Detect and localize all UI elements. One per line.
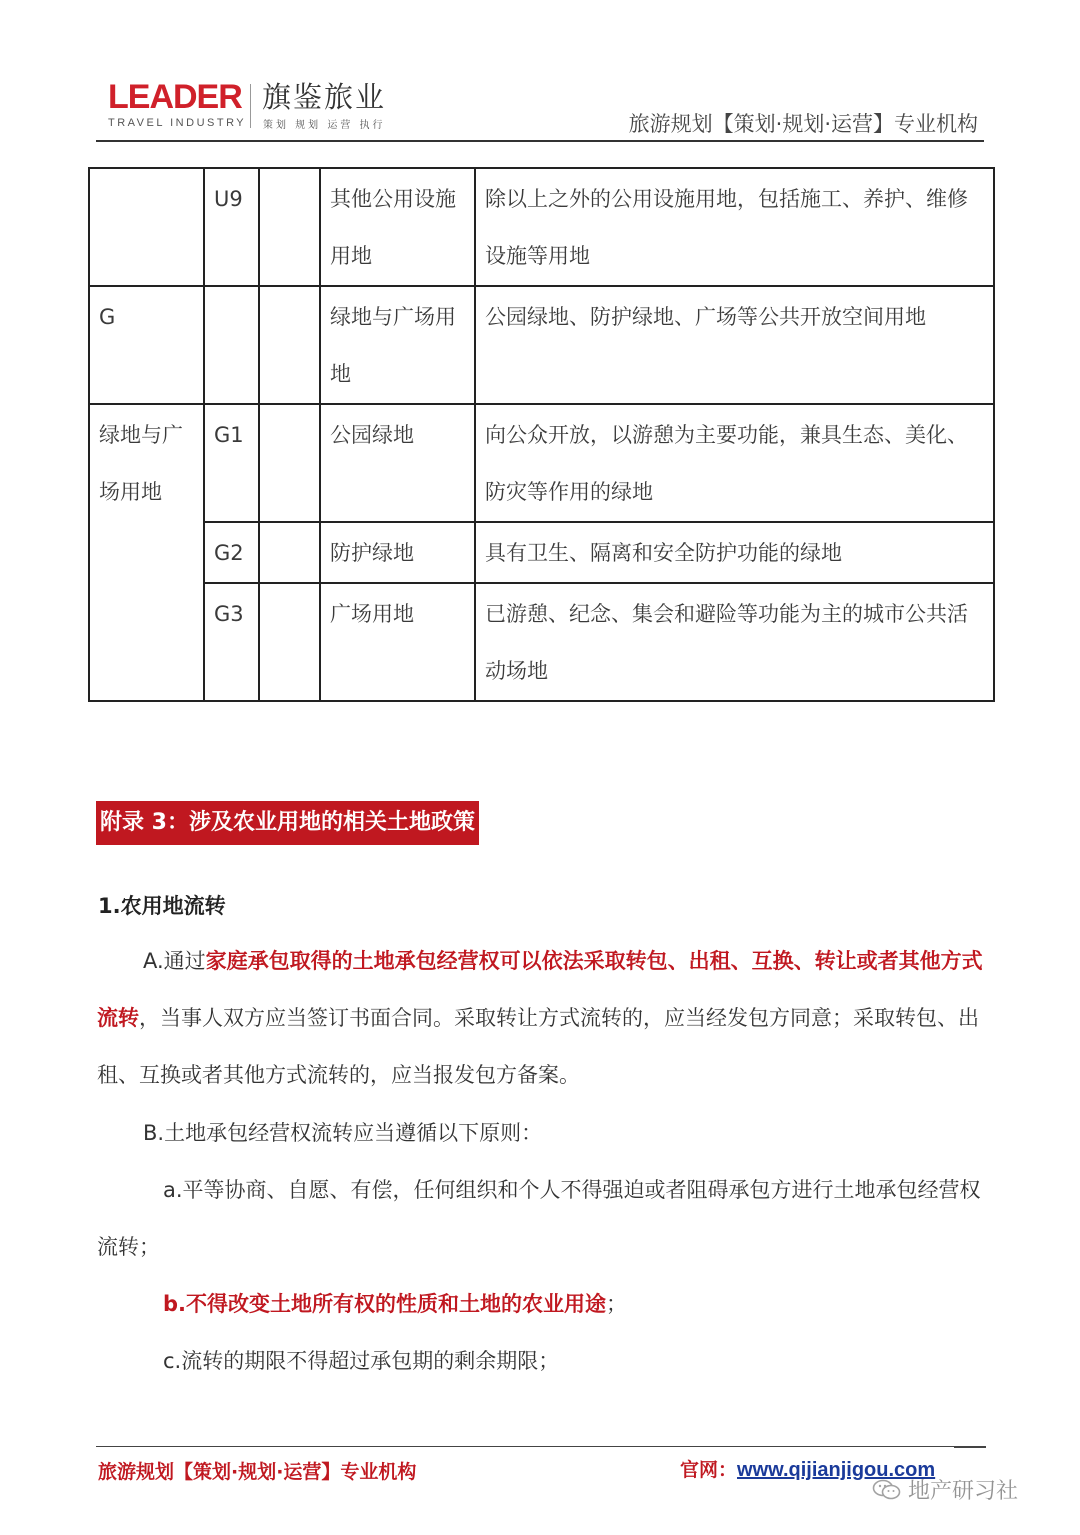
table-cell-description: 向公众开放，以游憩为主要功能，兼具生态、美化、防灾等作用的绿地: [475, 404, 994, 522]
watermark-text: 地产研习社: [908, 1479, 1019, 1504]
table-cell-category: 绿地与广场用地: [89, 404, 204, 701]
paragraph-b: B.土地承包经营权流转应当遵循以下原则：: [143, 1121, 543, 1145]
table-cell-code: G1: [204, 404, 259, 522]
table-cell-name: 公园绿地: [320, 404, 475, 522]
paragraph-a: [97, 933, 985, 1104]
table-cell-name: 绿地与广场用地: [320, 286, 475, 404]
land-use-table: [88, 167, 995, 702]
table-cell-description: 已游憩、纪念、集会和避险等功能为主的城市公共活动场地: [475, 583, 994, 701]
table-cell-description: 具有卫生、隔离和安全防护功能的绿地: [475, 522, 994, 583]
table-row: [89, 286, 994, 404]
table-row: [89, 583, 994, 701]
header-divider: [96, 140, 984, 142]
logo-english: LEADER: [108, 78, 242, 116]
appendix-title: 附录 3：涉及农业用地的相关土地政策: [96, 801, 479, 845]
principle-b-rest: ；: [606, 1292, 628, 1316]
table-cell-code: G3: [204, 583, 259, 701]
watermark: [872, 1474, 1018, 1505]
table-cell-category: G: [89, 286, 204, 404]
table-cell-code: [204, 286, 259, 404]
table-cell-name: 其他公用设施用地: [320, 168, 475, 286]
table-cell-name: 广场用地: [320, 583, 475, 701]
logo-chinese: 旗鉴旅业: [262, 80, 387, 114]
header-tagline: 旅游规划【策划·规划·运营】专业机构: [628, 112, 978, 136]
footer-website-label: 官网：: [680, 1459, 738, 1481]
footer-website-link[interactable]: www.qijianjigou.com: [737, 1459, 936, 1481]
table-cell-description: 除以上之外的公用设施用地，包括施工、养护、维修设施等用地: [475, 168, 994, 286]
principle-c: c.流转的期限不得超过承包期的剩余期限；: [163, 1349, 560, 1373]
principle-b-highlight: b.不得改变土地所有权的性质和土地的农业用途: [163, 1292, 607, 1316]
paragraph-a-highlight: 家庭承包取得的土地承包经营权可以依法采取转包、出租、互换、转让或者其他方式流转: [97, 949, 983, 1030]
footer-tagline: 旅游规划【策划·规划·运营】专业机构: [98, 1461, 417, 1483]
table-cell-name: 防护绿地: [320, 522, 475, 583]
table-cell-description: 公园绿地、防护绿地、广场等公共开放空间用地: [475, 286, 994, 404]
table-cell-sub: [259, 286, 320, 404]
table-cell-code: G2: [204, 522, 259, 583]
table-cell-code: U9: [204, 168, 259, 286]
brand-logo: [108, 80, 246, 129]
paragraph-a-prefix: A.通过: [143, 949, 206, 973]
principle-b: [97, 1276, 985, 1333]
sub-heading: 1.农用地流转: [98, 894, 226, 918]
table-cell-category: [89, 168, 204, 286]
table-row: [89, 522, 994, 583]
logo-english-subtitle: TRAVEL INDUSTRY: [108, 117, 247, 129]
table-cell-sub: [259, 522, 320, 583]
table-row: [89, 168, 994, 286]
paragraph-a-rest: ，当事人双方应当签订书面合同。采取转让方式流转的，应当经发包方同意；采取转包、出租、互换或者其他方式流转的，应当报发包方备案。: [97, 1006, 979, 1087]
principle-a: a.平等协商、自愿、有偿，任何组织和个人不得强迫或者阻碍承包方进行土地承包经营权流转；: [97, 1178, 981, 1259]
table-row: [89, 404, 994, 522]
table-cell-sub: [259, 583, 320, 701]
table-cell-sub: [259, 168, 320, 286]
footer-divider: [96, 1446, 954, 1447]
logo-divider: [250, 84, 251, 128]
table-cell-sub: [259, 404, 320, 522]
logo-chinese-subtitle: 策划 规划 运营 执行: [263, 120, 386, 131]
footer-divider-accent: [954, 1446, 986, 1448]
wechat-icon: [872, 1479, 902, 1501]
